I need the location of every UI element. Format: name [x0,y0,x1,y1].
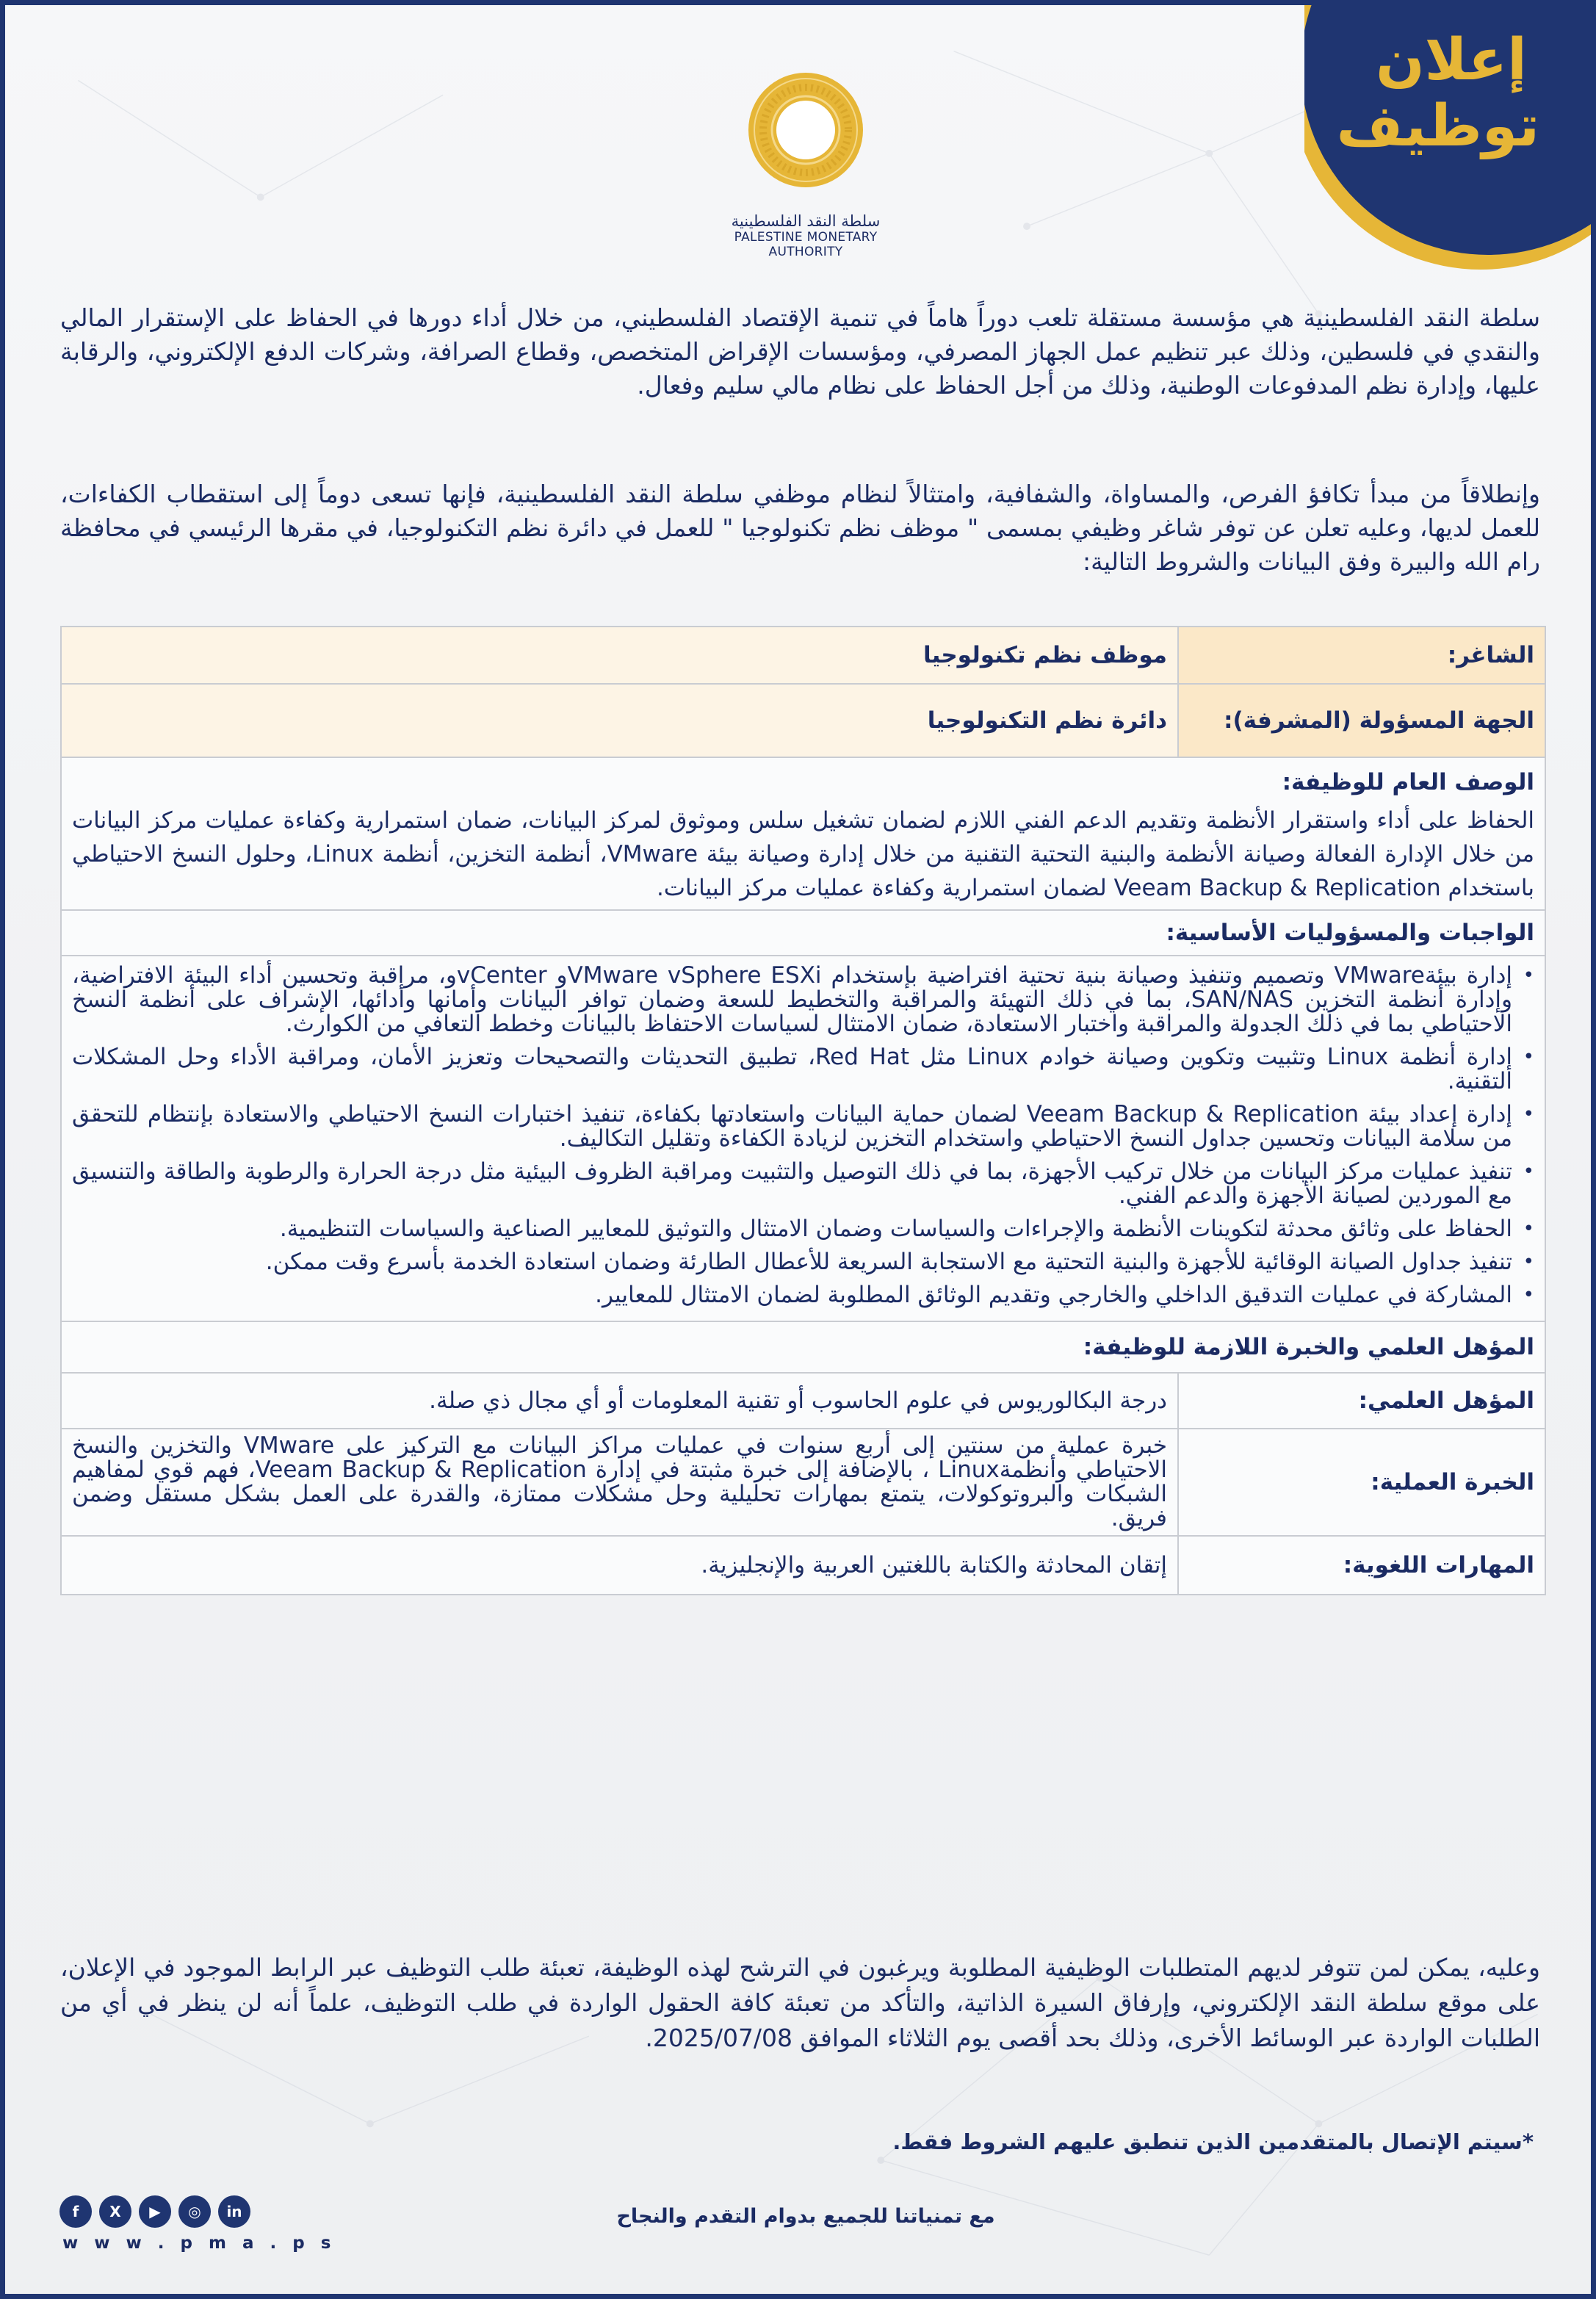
x-icon[interactable]: X [99,2195,131,2228]
duty-item: • إدارة إعداد بيئة Veeam Backup & Replication لضمان حماية البيانات واستعادتها بكفاءة، تنفيذ اختبارات النسخ الاحتياطي والاستعادة بإنتظام للتحقق من سلامة البيانات وتحسين جداول النسخ الاحتياطي واستخدام التخزين لزيادة الكفاءة وتقليل التكاليف. [72,1102,1512,1151]
announcement-badge [1336,27,1539,159]
duty-item: • إدارة بيئةVMware وتصميم وتنفيذ وصيانة بنية تحتية افتراضية بإستخدام VMware vSphere ESXiو vCenterو، مراقبة وتحسين أداء البيئة الافتراضية، وإدارة أنظمة التخزين SAN/NAS، بما في ذلك التهيئة والمراقبة والتخطيط للسعة وضمان توافر البيانات وأمانها وأدائها، الإشراف على أنظمة النسخ الاحتياطي بما في ذلك الجدولة والمراقبة واختبار الاستعادة، ضمان الامتثال لسياسات الاحتفاظ بالبيانات وخطط التعافي من الكوارث. [72,964,1512,1036]
social-links [59,2195,250,2228]
duties-heading: الواجبات والمسؤوليات الأساسية: [61,910,1545,956]
vacancy-label: الشاغر: [1178,627,1545,684]
experience-label: الخبرة العملية: [1178,1429,1545,1536]
pma-seal-icon [732,57,879,203]
duty-item: • تنفيذ عمليات مركز البيانات من خلال تركيب الأجهزة، بما في ذلك التوصيل والتثبيت ومراقبة الظروف البيئية مثل درجة الحرارة والرطوبة والطاقة والتنسيق مع الموردين لصيانة الأجهزة والدعم الفني. [72,1160,1512,1208]
logo-english-name: PALESTINE MONETARY AUTHORITY [734,230,878,259]
qualifications-heading: المؤهل العلمي والخبرة اللازمة للوظيفة: [61,1321,1545,1373]
contact-note: *سيتم الإتصال بالمتقدمين الذين تنطبق عليهم الشروط فقط. [892,2129,1534,2154]
job-description-text: الحفاظ على أداء واستقرار الأنظمة وتقديم الدعم الفني اللازم لضمان تشغيل سلس وموثوق لمركز البيانات، ضمان استمرارية وكفاءة عمليات مركز البيانات من خلال الإدارة الفعالة وصيانة الأنظمة والبنية التحتية التقنية من خلال إدارة وصيانة بيئة VMware، أنظمة التخزين، أنظمة Linux، وحلول النسخ الاحتياطي باستخدام Veeam Backup & Replication لضمان استمرارية وكفاءة عمليات مركز البيانات. [72,807,1534,901]
instagram-icon[interactable]: ◎ [178,2195,211,2228]
job-description-cell [61,757,1545,910]
department-value: دائرة نظم التكنولوجيا [61,684,1178,757]
closing-paragraph: وعليه، يمكن لمن تتوفر لديهم المتطلبات الوظيفية المطلوبة ويرغبون في الترشح لهذه الوظيفة، تعبئة طلب التوظيف عبر الرابط الموجود في الإعلان، على موقع سلطة النقد الإلكتروني، وإرفاق السيرة الذاتية، والتأكد من تعبئة كافة الحقول الواردة في طلب التوظيف، علماً أنه لن ينظر في أي من الطلبات الواردة عبر الوسائط الأخرى، وذلك بحد أقصى يوم الثلاثاء الموافق 2025/07/08. [60,1953,1540,2052]
badge-line-2: توظيف [1336,93,1539,159]
duty-item: • تنفيذ جداول الصيانة الوقائية للأجهزة والبنية التحتية مع الاستجابة السريعة للأعطال الطارئة وضمان استعادة الخدمة بأسرع وقت ممكن. [72,1250,1512,1274]
duties-cell [61,956,1545,1321]
badge-line-1: إعلان [1376,27,1527,93]
facebook-icon[interactable]: f [59,2195,92,2228]
pma-logo [696,57,916,259]
duty-item: • إدارة أنظمة Linux وتثبيت وتكوين وصيانة خوادم Linux مثل Red Hat، تطبيق التحديثات والتصحيحات وتعزيز الأمان، ومراقبة الأداء وحل المشكلات التقنية. [72,1045,1512,1094]
intro-paragraph-1: سلطة النقد الفلسطينية هي مؤسسة مستقلة تلعب دوراً هاماً في تنمية الإقتصاد الفلسطيني، من خلال أداء دورها في الحفاظ على الإستقرار المالي والنقدي في فلسطين، وذلك عبر تنظيم عمل الجهاز المصرفي، ومؤسسات الإقراض المتخصص، وقطاع الصرافة، وشركات الدفع الإلكتروني، والرقابة عليها، وإدارة نظم المدفوعات الوطنية، وذلك من أجل الحفاظ على نظام مالي سليم وفعال. [60,303,1540,400]
experience-value: خبرة عملية من سنتين إلى أربع سنوات في عمليات مراكز البيانات مع التركيز على VMware والتخزين والنسخ الاحتياطي وأنظمةLinux ، بالإضافة إلى خبرة مثبتة في إدارة Veeam Backup & Replication، فهم قوي لمفاهيم الشبكات والبروتوكولات، يتمتع بمهارات تحليلية وحل مشكلات ممتازة، والقدرة على العمل بشكل مستقل وضمن فريق. [61,1429,1178,1536]
website-link[interactable]: w w w . p m a . p s [62,2234,336,2253]
language-skills-value: إتقان المحادثة والكتابة باللغتين العربية والإنجليزية. [61,1536,1178,1595]
footer-wish: مع تمنياتنا للجميع بدوام التقدم والنجاح [616,2205,995,2228]
intro-paragraph-2: وإنطلاقاً من مبدأ تكافؤ الفرص، والمساواة، والشفافية، وامتثالاً لنظام موظفي سلطة النقد الفلسطينية، فإنها تسعى دوماً إلى استقطاب الكفاءات، للعمل لديها، وعليه تعلن عن توفر شاغر وظيفي بمسمى " موظف نظم تكنولوجيا " للعمل في دائرة نظم التكنولوجيا، في مقرها الرئيسي في محافظة رام الله والبيرة وفق البيانات والشروط التالية: [60,480,1540,576]
department-label: الجهة المسؤولة (المشرفة): [1178,684,1545,757]
duty-item: • الحفاظ على وثائق محدثة لتكوينات الأنظمة والإجراءات والسياسات وضمان الامتثال والتوثيق للمعايير الصناعية والسياسات التنظيمية. [72,1217,1512,1241]
job-description-heading: الوصف العام للوظيفة: [1282,769,1534,795]
job-details-table [60,626,1546,1595]
linkedin-icon[interactable]: in [218,2195,250,2228]
language-skills-label: المهارات اللغوية: [1178,1536,1545,1595]
degree-label: المؤهل العلمي: [1178,1373,1545,1429]
youtube-icon[interactable]: ▶ [139,2195,171,2228]
logo-arabic-name: سلطة النقد الفلسطينية [731,212,881,230]
degree-value: درجة البكالوريوس في علوم الحاسوب أو تقنية المعلومات أو أي مجال ذي صلة. [61,1373,1178,1429]
duty-item: • المشاركة في عمليات التدقيق الداخلي والخارجي وتقديم الوثائق المطلوبة لضمان الامتثال للمعايير. [72,1283,1512,1307]
duties-list [72,964,1534,1307]
vacancy-value: موظف نظم تكنولوجيا [61,627,1178,684]
